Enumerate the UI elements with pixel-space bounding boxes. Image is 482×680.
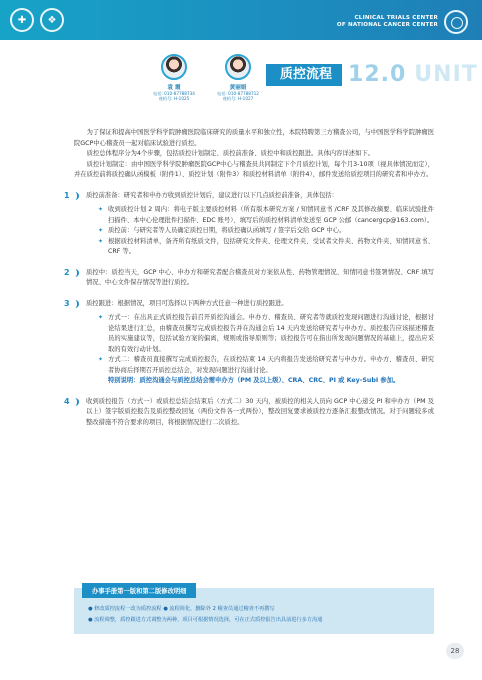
step-marker-icon — [71, 269, 79, 277]
section-title — [266, 62, 478, 87]
list-item: ✦ 根据质控材料清单，备齐所有纸质文件，包括研究文件夹、伦理文件夹、受试者文件夹、药物文件夹、知情同意书、CRF 等。 — [98, 237, 434, 258]
contact-phone: 电话: 010-87788734 — [153, 91, 195, 96]
step-number: 2 — [64, 267, 70, 277]
step-text: 质控跟进：根据情况，项目可选择以下两种方式任意一种进行质控跟进。 — [86, 299, 288, 307]
intro-paragraph: 质控总体程序分为4个步骤，包括质控计划制定、质控前准备、质控中和质控跟进。具体内容详述如下。 — [86, 150, 374, 157]
step-bullets — [86, 313, 434, 387]
list-item: ✦ 收到质控计划 2 周内：将电子版主要质控材料（所有版本研究方案 / 知情同意书 /CRF 及其修改摘要、临床试验批件扫描件、本中心伦理批件扫描件、EDC 账号）、填写后的质控材料清单发送至 GCP 公邮（cancergcp@163.com）。 — [98, 205, 434, 226]
body-content — [64, 128, 434, 428]
contact-ext: 座机号: H-1025 — [158, 96, 190, 102]
revision-tip-box — [74, 588, 434, 634]
tip-line: ● 修改质控流程一改为质控流程 ● 流程简化，删除外 2 稽查员通过稽查不再撰写 — [88, 606, 275, 612]
section-unit-word: UNIT — [414, 62, 478, 87]
cancer-center-logo-icon: ✚ — [10, 8, 34, 32]
centre-branding — [337, 10, 468, 34]
tip-title: 办事手册第一版和第二版修改明细 — [82, 583, 196, 598]
list-item: ✦ 方式二：稽查员直接撰写完成质控报告，在质控结束 14 天内将报告发送给研究者与申办方。申办方、稽查员、研究者协商后择期召开质控总结会，对发现问题进行沟通讨论。 — [98, 355, 434, 376]
step-marker-icon — [71, 300, 79, 308]
centre-seal-icon — [444, 10, 468, 34]
step-text: 质控前准备：研究者和申办方收到质控计划后，建议进行以下几点质控前准备，具体包括： — [86, 191, 338, 199]
contact-phone: 电话: 010-87788712 — [217, 91, 259, 96]
special-note: 特别说明：质控沟通会与质控总结会需申办方（PM 及以上级）、CRA、CRC、PI 或 Key-SubI 参加。 — [108, 377, 400, 384]
contact-person — [214, 54, 262, 102]
tip-line: ● 流程调整，质控跟进方式调整为两种，项目可根据情况选择，可在正式质控报告出具前进行多方沟通 — [88, 617, 323, 623]
intro-paragraph: 质控计划制定：由中国医学科学院肿瘤医院GCP中心与稽查员共同制定下个月质控计划，每个月3-10项（视具体情况而定），并在质控前将质控确认函模板（附件1）、质控计划（附件3）和质控材料清单（附件4），邮件发送给质控项目的研究者和申办方。 — [74, 160, 434, 178]
centre-name-line-2: OF NATIONAL CANCER CENTER — [336, 22, 438, 28]
contact-name: 袁 霞 — [167, 85, 181, 91]
header-logos — [10, 8, 64, 32]
section-number: 12.0 — [348, 62, 407, 87]
gcp-logo-icon: ❖ — [40, 8, 64, 32]
avatar — [161, 54, 187, 80]
centre-name-line-1: CLINICAL TRIALS CENTER — [354, 15, 438, 21]
intro-paragraph: 为了保证和提高中国医学科学院肿瘤医院临床研究的质量水平和独立性，本院特聘第三方稽查公司，与中国医学科学院肿瘤医院GCP中心稽查员一起对临床试验进行质控。 — [74, 129, 434, 147]
page-number: 28 — [446, 643, 464, 659]
centre-name — [337, 15, 438, 29]
step-text: 质控中：质控当天，GCP 中心、申办方和研究者配合稽查员对方案依从性、药物管理情况、知情同意书签署情况、CRF 填写情况、中心文件保存情况等进行质控。 — [86, 268, 434, 286]
step-4 — [64, 396, 434, 429]
list-item: ✦ 方式一：在出具正式质控报告前召开质控沟通会。申办方、稽查员、研究者等就质控发现问题进行沟通讨论，根据讨论结果进行汇总，由稽查员撰写完成质控报告并在沟通会后 14 天内发送给研究者与申办方。质控报告应该描述稽查员的实施建议等，包括试验方案的偏离，规则或指导原则等；质控报告可在指出所发现问题情况的基础上，提出应采取的有效行动计划。 — [98, 313, 434, 355]
step-3 — [64, 298, 434, 387]
step-number: 4 — [64, 396, 70, 406]
avatar — [225, 54, 251, 80]
contact-name: 黄丽娟 — [229, 85, 247, 91]
header-band — [0, 0, 482, 40]
step-bullets — [86, 205, 434, 258]
section-title-text: 质控流程 — [266, 64, 342, 86]
step-1 — [64, 190, 434, 258]
step-number: 1 — [64, 190, 70, 200]
contact-person — [150, 54, 198, 102]
step-text: 收到质控报告（方式一）或质控总结会结束后（方式二）30 天内，被质控的相关人员向 GCP 中心递交 PI 和申办方（PM 及以上）签字版质控报告及质控整改回复（两份文件各一式两份），整改回复要求被质控方逐条汇报整改情况。对于问题较多或整改措施不符合要求的项目，将根据情况进行二次质控。 — [86, 397, 434, 426]
contact-ext: 座机号: H-1027 — [222, 96, 254, 102]
step-marker-icon — [71, 398, 79, 406]
contact-people — [150, 54, 262, 102]
step-number: 3 — [64, 298, 70, 308]
list-item: ✦ 质控前：与研究者等人员确定质控日期，将质控确认函填写 / 签字后交给 GCP 中心。 — [98, 226, 434, 237]
step-2 — [64, 267, 434, 289]
step-marker-icon — [71, 192, 79, 200]
